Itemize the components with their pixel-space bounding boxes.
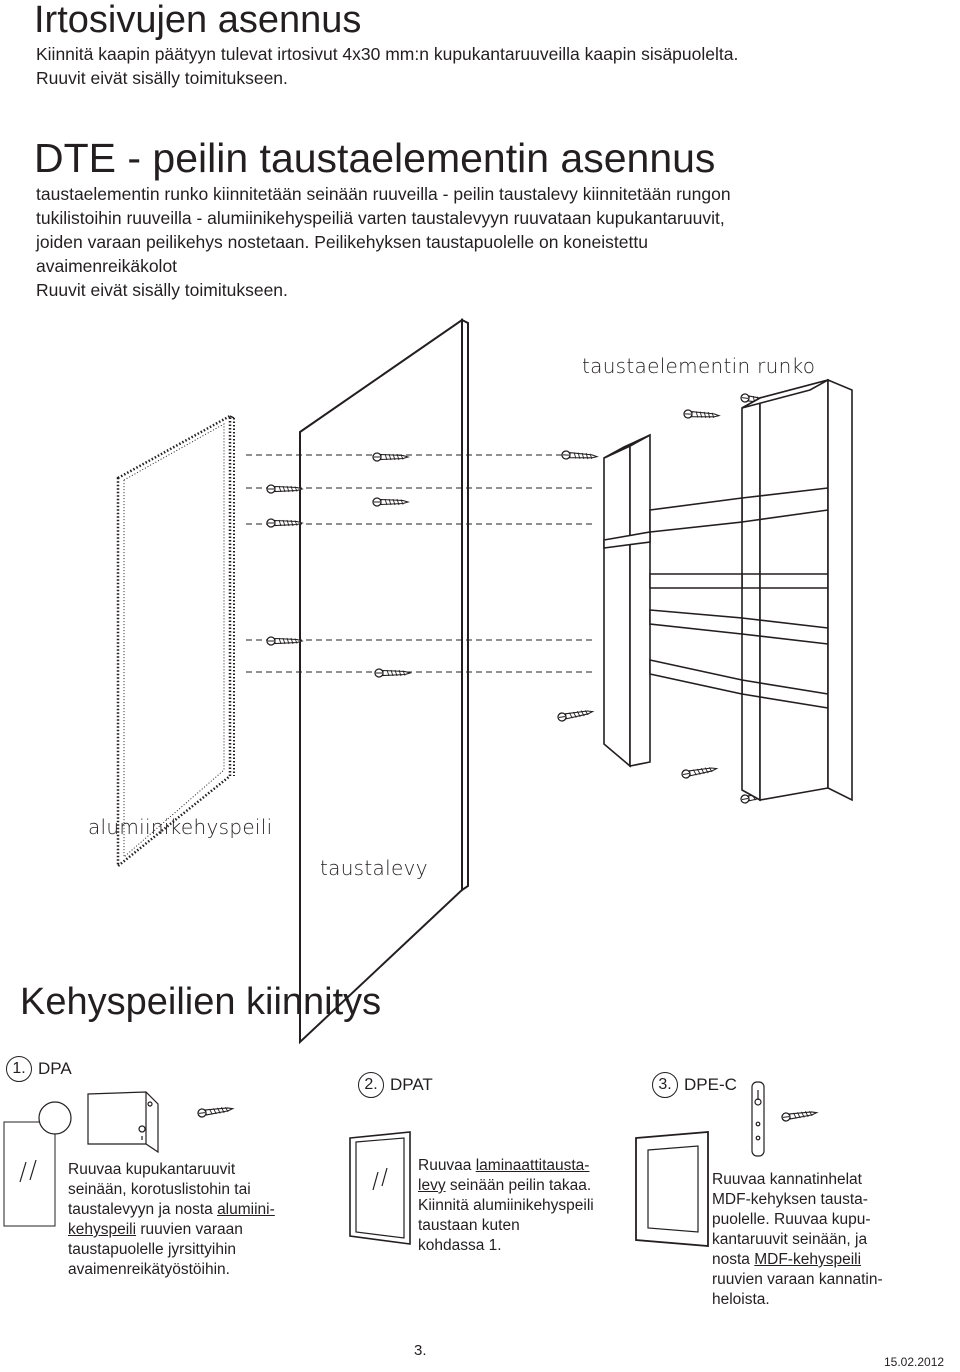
heading-dte-asennus: DTE - peilin taustaelementin asennus <box>34 135 716 181</box>
step1-line-2: seinään, korotuslistohin tai <box>68 1181 251 1198</box>
step2-line-2: seinään peilin takaa. <box>449 1177 592 1194</box>
heading-irtosivujen-asennus: Irtosivujen asennus <box>34 0 362 41</box>
step1-header <box>6 1056 72 1082</box>
step3-line-5: nosta <box>712 1251 755 1268</box>
step1-instructions <box>68 1160 275 1280</box>
label-taustaelementin-runko: taustaelementin runko <box>582 354 816 378</box>
section1-line-2: Ruuvit eivät sisälly toimitukseen. <box>36 68 288 88</box>
section2-line-5: Ruuvit eivät sisälly toimitukseen. <box>36 280 288 300</box>
step1-line-5: taustapuolelle jyrsittyihin <box>68 1241 237 1258</box>
step3-name: DPE-C <box>684 1075 737 1094</box>
footer-date: 15.02.2012 <box>884 1355 945 1369</box>
step3-header <box>652 1072 737 1098</box>
step3-line-7: heloista. <box>712 1291 770 1308</box>
step2-link-levy[interactable]: levy <box>418 1177 446 1194</box>
step1-line-3: taustalevyyn ja nosta <box>68 1201 218 1218</box>
section2-line-4: avaimenreikäkolot <box>36 256 178 276</box>
section2-line-3: joiden varaan peilikehys nostetaan. Peilikehyksen taustapuolelle on koneistettu <box>36 232 648 252</box>
step3-link-mdf-kehyspeili[interactable]: MDF-kehyspeili <box>754 1251 862 1268</box>
step1-line-1: Ruuvaa kupukantaruuvit <box>68 1161 236 1178</box>
step2-line-1: Ruuvaa <box>418 1157 476 1174</box>
label-taustalevy: taustalevy <box>320 856 428 880</box>
label-alumiinikehyspeili: alumiinikehyspeili <box>88 815 273 839</box>
step2-line-5: kohdassa 1. <box>418 1237 502 1254</box>
step3-line-2: MDF-kehyksen tausta- <box>712 1191 868 1208</box>
step3-instructions <box>712 1170 883 1310</box>
page-number: 3. <box>414 1342 427 1359</box>
step1-line-4: ruuvien varaan <box>136 1221 243 1238</box>
step2-header <box>358 1072 433 1098</box>
back-board-drawing <box>300 320 468 1042</box>
step2-number: 2. <box>358 1072 384 1098</box>
step2-drawing <box>350 1132 410 1244</box>
heading-kehyspeilien-kiinnitys: Kehyspeilien kiinnitys <box>20 981 382 1023</box>
step3-screw <box>781 1109 817 1122</box>
section2-line-2: tukilistoihin ruuveilla - alumiinikehyspeiliä varten taustalevyyn ruuvataan kupukantaruuvit, <box>36 208 725 228</box>
section1-line-1: Kiinnitä kaapin päätyyn tulevat irtosivut 4x30 mm:n kupukantaruuveilla kaapin sisäpuolelta. <box>36 44 739 64</box>
aluminium-mirror-drawing <box>118 416 234 866</box>
section2-line-1: taustaelementin runko kiinnitetään seinään ruuveilla - peilin taustalevy kiinnitetään rungon <box>36 184 731 204</box>
step2-instructions <box>418 1156 594 1256</box>
back-frame-drawing <box>604 380 852 800</box>
step1-name: DPA <box>38 1059 72 1078</box>
step3-line-3: puolelle. Ruuvaa kupu- <box>712 1211 871 1228</box>
step1-link-kehyspeili[interactable]: kehyspeili <box>68 1221 137 1238</box>
step2-line-3: Kiinnitä alumiinikehyspeili <box>418 1197 594 1214</box>
step1-number: 1. <box>6 1056 32 1082</box>
step3-line-1: Ruuvaa kannatinhelat <box>712 1171 862 1188</box>
step3-line-4: kantaruuvit seinään, ja <box>712 1231 868 1248</box>
step1-line-6: avaimenreikätyöstöihin. <box>68 1261 230 1278</box>
step3-line-6: ruuvien varaan kannatin- <box>712 1271 883 1288</box>
step3-number: 3. <box>652 1072 678 1098</box>
step2-link-laminaatti[interactable]: laminaattitausta- <box>475 1157 590 1174</box>
step2-name: DPAT <box>390 1075 433 1094</box>
step1-link-alumiini[interactable]: alumiini- <box>217 1201 275 1218</box>
step2-line-4: taustaan kuten <box>418 1217 520 1234</box>
step1-screw <box>197 1105 233 1118</box>
